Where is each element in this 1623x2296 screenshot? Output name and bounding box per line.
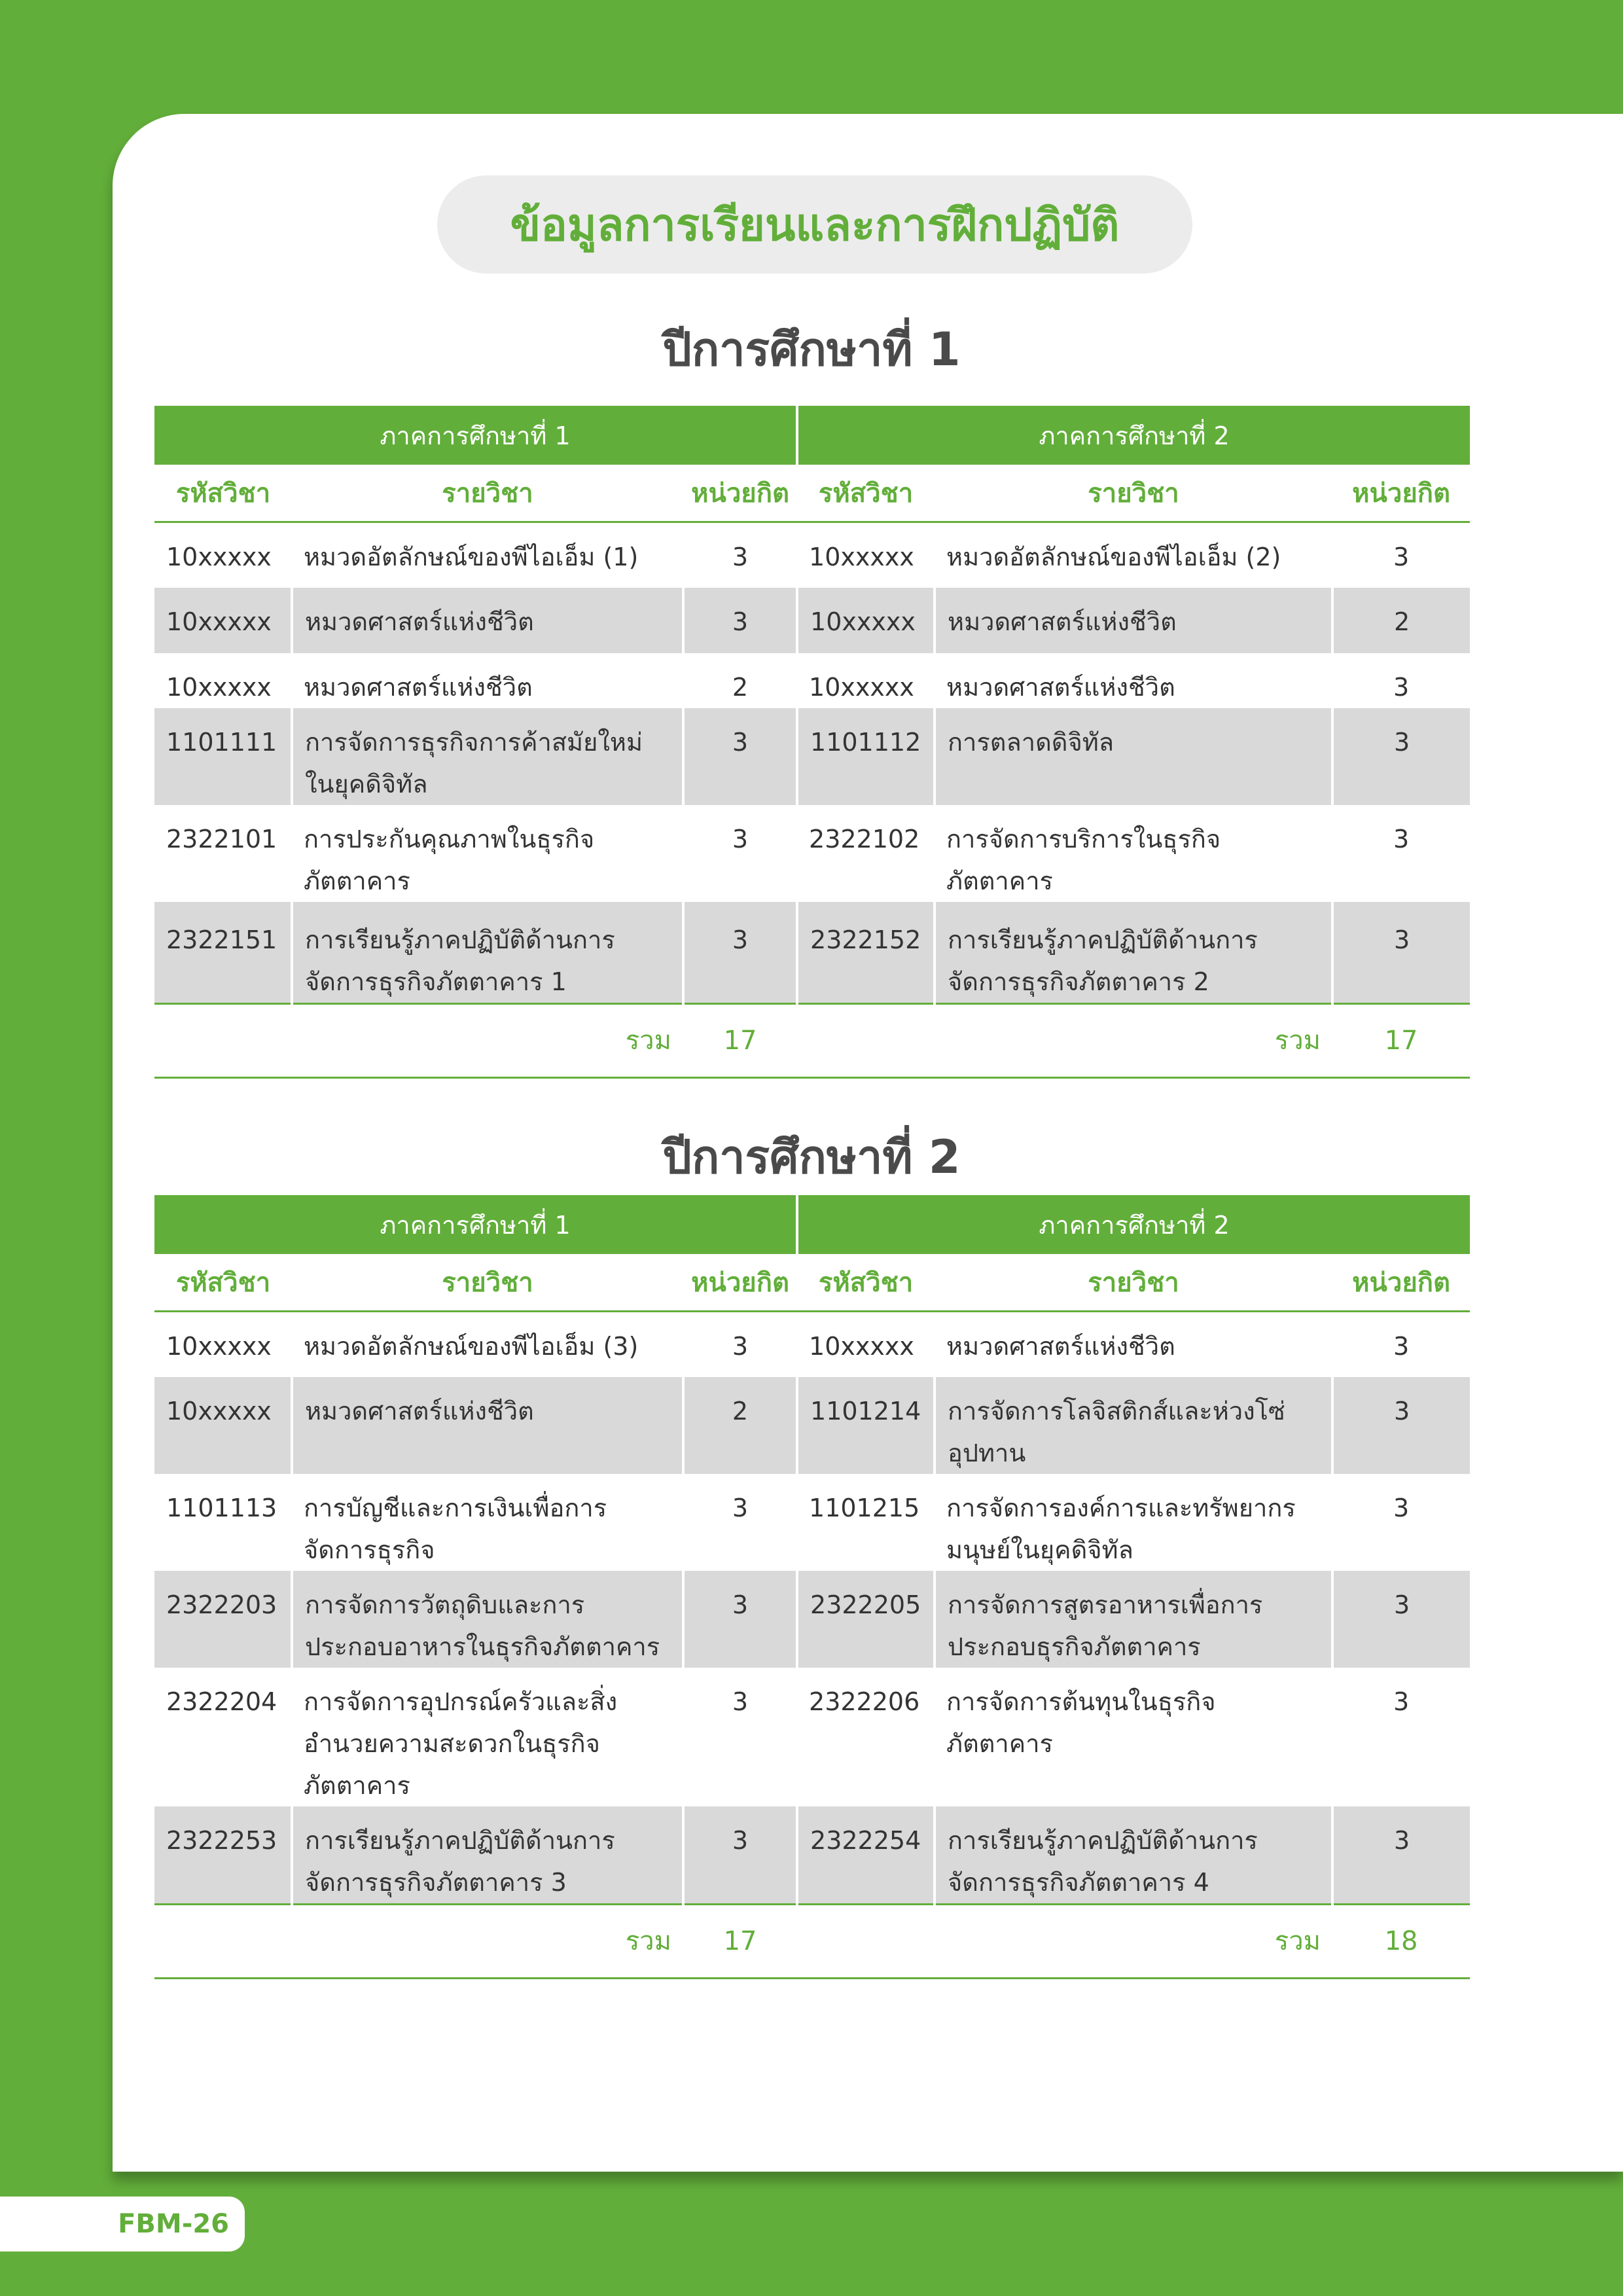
course-credits: 3 [1332,1806,1470,1905]
course-name: หมวดศาสตร์แห่งชีวิต [292,588,683,653]
course-name: การจัดการองค์การและทรัพยากรมนุษย์ในยุคดิจิทัล [946,1493,1296,1564]
course-code: 10xxxxx [166,543,272,571]
course-code: 10xxxxx [154,1377,292,1474]
course-code: 1101112 [797,708,935,805]
table-row [154,522,1470,588]
course-credits: 3 [732,824,749,853]
course-code: 1101215 [809,1493,920,1522]
course-credits: 3 [732,1687,749,1716]
course-code: 10xxxxx [797,588,935,653]
course-credits: 3 [1393,824,1410,853]
table-row [154,1668,1470,1806]
course-credits: 3 [732,1332,749,1361]
course-name: การจัดการบริการในธุรกิจภัตตาคาร [946,824,1221,895]
course-code: 1101111 [154,708,292,805]
table-row [154,708,1470,805]
course-name: การจัดการต้นทุนในธุรกิจภัตตาคาร [946,1687,1216,1758]
column-header-name: รายวิชา [935,465,1332,522]
course-name: หมวดศาสตร์แห่งชีวิต [946,1332,1175,1361]
table-row [154,1377,1470,1474]
table-row [154,1474,1470,1571]
total-credits: 17 [683,1003,797,1077]
course-credits: 3 [683,1806,797,1905]
course-code: 2322203 [154,1571,292,1668]
course-credits: 3 [732,543,749,571]
course-code: 2322254 [797,1806,935,1905]
course-credits: 3 [1332,1377,1470,1474]
course-name: การจัดการโลจิสติกส์และห่วงโซ่อุปทาน [935,1377,1332,1474]
table-row [154,1571,1470,1668]
course-name: หมวดอัตลักษณ์ของพีไอเอ็ม (1) [304,543,639,571]
course-code: 10xxxxx [166,672,272,702]
course-name: การเรียนรู้ภาคปฏิบัติด้านการจัดการธุรกิจภัตตาคาร 2 [935,902,1332,1004]
table-row [154,653,1470,708]
course-name: การตลาดดิจิทัล [935,708,1332,805]
course-credits: 3 [732,1493,749,1522]
column-header-code: รหัสวิชา [797,1254,935,1312]
course-code: 2322101 [166,824,277,853]
course-code: 2322204 [166,1687,277,1716]
course-code: 10xxxxx [809,1332,914,1361]
year-1-table [154,406,1470,1079]
table-row [154,1312,1470,1377]
course-name: การจัดการสูตรอาหารเพื่อการประกอบธุรกิจภัตตาคาร [935,1571,1332,1668]
column-header-code: รหัสวิชา [154,1254,292,1312]
course-credits: 2 [683,1377,797,1474]
course-credits: 3 [1393,672,1410,702]
course-credits: 3 [683,708,797,805]
column-header-code: รหัสวิชา [154,465,292,522]
semester-1-header: ภาคการศึกษาที่ 1 [154,406,797,465]
column-header-name: รายวิชา [935,1254,1332,1312]
course-credits: 3 [1332,708,1470,805]
course-name: หมวดศาสตร์แห่งชีวิต [292,1377,683,1474]
total-credits: 18 [1332,1904,1470,1978]
course-name: หมวดศาสตร์แห่งชีวิต [304,672,533,702]
semester-2-header: ภาคการศึกษาที่ 2 [797,1195,1470,1254]
course-credits: 3 [683,902,797,1004]
column-header-credits: หน่วยกิต [683,465,797,522]
table-row [154,805,1470,902]
course-name: การจัดการวัตถุดิบและการประกอบอาหารในธุรกิจภัตตาคาร [292,1571,683,1668]
total-label: รวม [797,1904,1332,1978]
total-label: รวม [154,1003,683,1077]
course-name: หมวดศาสตร์แห่งชีวิต [935,588,1332,653]
total-credits: 17 [683,1904,797,1978]
course-credits: 2 [1332,588,1470,653]
course-code: 1101113 [166,1493,277,1522]
course-credits: 3 [683,588,797,653]
course-credits: 3 [1393,543,1410,571]
course-credits: 3 [1393,1493,1410,1522]
column-header-code: รหัสวิชา [797,465,935,522]
course-name: การจัดการธุรกิจการค้าสมัยใหม่ในยุคดิจิทัล [292,708,683,805]
course-code: 10xxxxx [154,588,292,653]
table-row [154,902,1470,1004]
course-name: การเรียนรู้ภาคปฏิบัติด้านการจัดการธุรกิจภัตตาคาร 4 [935,1806,1332,1905]
total-credits: 17 [1332,1003,1470,1077]
semester-1-header: ภาคการศึกษาที่ 1 [154,1195,797,1254]
table-row [154,1806,1470,1905]
course-credits: 3 [1332,902,1470,1004]
total-row [154,1003,1470,1077]
column-header-credits: หน่วยกิต [683,1254,797,1312]
course-credits: 2 [732,672,749,702]
year-2-heading: ปีการศึกษาที่ 2 [662,1130,961,1184]
course-name: การเรียนรู้ภาคปฏิบัติด้านการจัดการธุรกิจภัตตาคาร 1 [292,902,683,1004]
total-row [154,1904,1470,1978]
course-code: 1101214 [797,1377,935,1474]
course-code: 2322253 [154,1806,292,1905]
page-title: ข้อมูลการเรียนและการฝึกปฏิบัติ [437,175,1192,274]
page-number: FBM-26 [0,2197,245,2251]
course-code: 10xxxxx [166,1332,272,1361]
course-credits: 3 [1393,1332,1410,1361]
course-code: 2322205 [797,1571,935,1668]
course-code: 2322152 [797,902,935,1004]
semester-2-header: ภาคการศึกษาที่ 2 [797,406,1470,465]
column-header-name: รายวิชา [292,1254,683,1312]
column-header-name: รายวิชา [292,465,683,522]
course-code: 2322102 [809,824,920,853]
course-name: หมวดศาสตร์แห่งชีวิต [946,672,1175,702]
total-label: รวม [797,1003,1332,1077]
column-header-credits: หน่วยกิต [1332,465,1470,522]
course-name: การจัดการอุปกรณ์ครัวและสิ่งอำนวยความสะดวกในธุรกิจภัตตาคาร [304,1687,618,1800]
course-credits: 3 [1332,1571,1470,1668]
course-name: หมวดอัตลักษณ์ของพีไอเอ็ม (2) [946,543,1281,571]
course-name: การประกันคุณภาพในธุรกิจภัตตาคาร [304,824,595,895]
year-2-table [154,1195,1470,1979]
course-code: 10xxxxx [809,672,914,702]
course-name: การบัญชีและการเงินเพื่อการจัดการธุรกิจ [304,1493,607,1564]
course-name: หมวดอัตลักษณ์ของพีไอเอ็ม (3) [304,1332,639,1361]
course-code: 2322151 [154,902,292,1004]
course-code: 10xxxxx [809,543,914,571]
course-credits: 3 [1393,1687,1410,1716]
column-header-credits: หน่วยกิต [1332,1254,1470,1312]
total-label: รวม [154,1904,683,1978]
course-code: 2322206 [809,1687,920,1716]
table-row [154,588,1470,653]
course-credits: 3 [683,1571,797,1668]
year-1-heading: ปีการศึกษาที่ 1 [662,323,961,376]
course-name: การเรียนรู้ภาคปฏิบัติด้านการจัดการธุรกิจภัตตาคาร 3 [292,1806,683,1905]
